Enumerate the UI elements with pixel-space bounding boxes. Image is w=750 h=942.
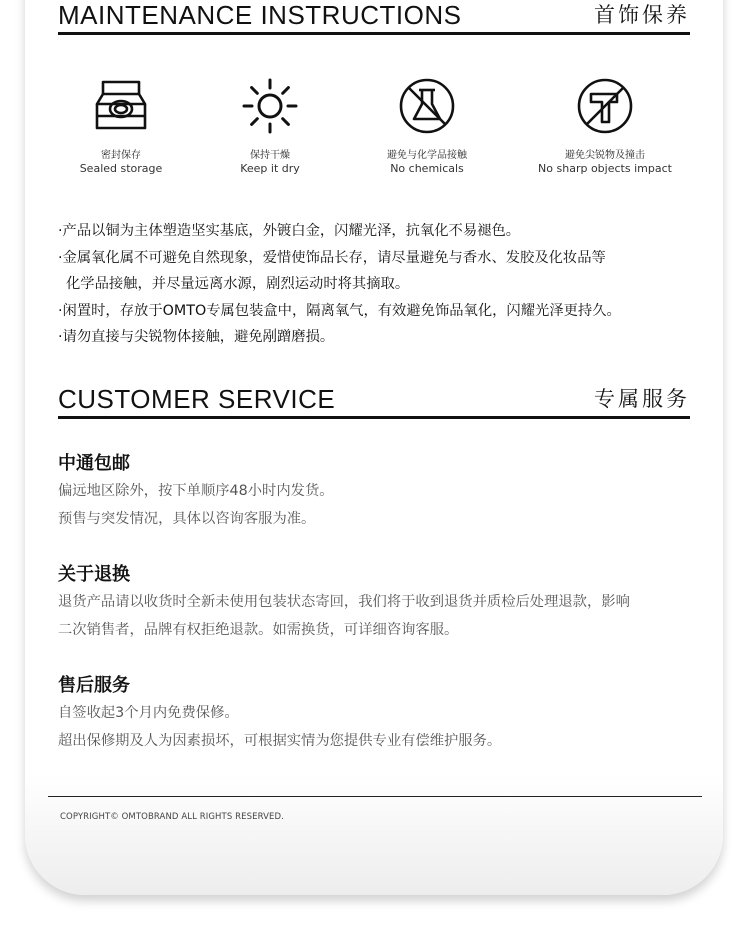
note-line: ·请勿直接与尖锐物体接触，避免剐蹭磨损。 xyxy=(58,329,335,345)
ring-box-icon xyxy=(93,76,149,136)
no-chemicals-icon xyxy=(397,76,457,136)
care-item-keep-dry xyxy=(185,76,355,176)
service-section-line: 偏远地区除外，按下单顺序48小时内发货。 xyxy=(58,483,334,499)
care-label-en: Sealed storage xyxy=(79,162,163,175)
note-line: ·金属氧化属不可避免自然现象，爱惜使饰品长存，请尽量避免与香水、发胶及化妆品等 xyxy=(58,249,606,266)
service-section-title: 关于退换 xyxy=(58,564,130,585)
care-label-en: Keep it dry xyxy=(240,162,300,175)
note-line: ·产品以铜为主体塑造坚实基底，外镀白金，闪耀光泽，抗氧化不易褪色。 xyxy=(58,223,521,239)
service-title-cn: 专属服务 xyxy=(594,387,690,411)
service-section-title: 售后服务 xyxy=(58,675,130,696)
care-icons-row xyxy=(58,76,690,186)
care-item-no-chemicals xyxy=(342,76,512,176)
footer-divider xyxy=(48,796,702,797)
care-label-cn: 密封保存 xyxy=(101,150,141,161)
service-section-line: 超出保修期及人为因素损坏，可根据实情为您提供专业有偿维护服务。 xyxy=(58,733,502,749)
maintenance-notes xyxy=(58,218,698,351)
care-item-sealed-storage xyxy=(36,76,206,176)
care-label-en: No chemicals xyxy=(390,162,464,175)
service-section-line: 退货产品请以收货时全新未使用包装状态寄回，我们将于收到退货并质检后处理退款，影响 xyxy=(58,594,630,610)
care-label-cn: 保持干燥 xyxy=(250,150,290,161)
service-header xyxy=(58,382,690,419)
service-section-title: 中通包邮 xyxy=(58,453,130,474)
care-label-cn: 避免与化学品接触 xyxy=(387,150,467,161)
maintenance-title-cn: 首饰保养 xyxy=(594,3,690,27)
card-bottom-fade xyxy=(25,775,723,895)
no-sharp-objects-icon xyxy=(575,76,635,136)
note-line: ·闲置时，存放于OMTO专属包装盒中，隔离氧气，有效避免饰品氧化，闪耀光泽更持久。 xyxy=(58,302,621,319)
care-label-cn: 避免尖锐物及撞击 xyxy=(565,150,645,161)
maintenance-header xyxy=(58,0,690,35)
care-item-no-sharp-objects xyxy=(520,76,690,176)
note-line: 化学品接触，并尽量远离水源，剧烈运动时将其摘取。 xyxy=(66,276,410,292)
service-section-line: 预售与突发情况，具体以咨询客服为准。 xyxy=(58,511,316,527)
maintenance-title-en: MAINTENANCE INSTRUCTIONS xyxy=(58,0,462,30)
sun-icon xyxy=(240,76,300,136)
care-label-en: No sharp objects impact xyxy=(538,162,672,175)
service-title-en: CUSTOMER SERVICE xyxy=(58,384,336,414)
service-section-line: 二次销售者，品牌有权拒绝退款。如需换货，可详细咨询客服。 xyxy=(58,622,459,638)
service-section-line: 自签收起3个月内免费保修。 xyxy=(58,705,239,721)
copyright-text: COPYRIGHT© OMTOBRAND ALL RIGHTS RESERVED. xyxy=(60,812,284,822)
